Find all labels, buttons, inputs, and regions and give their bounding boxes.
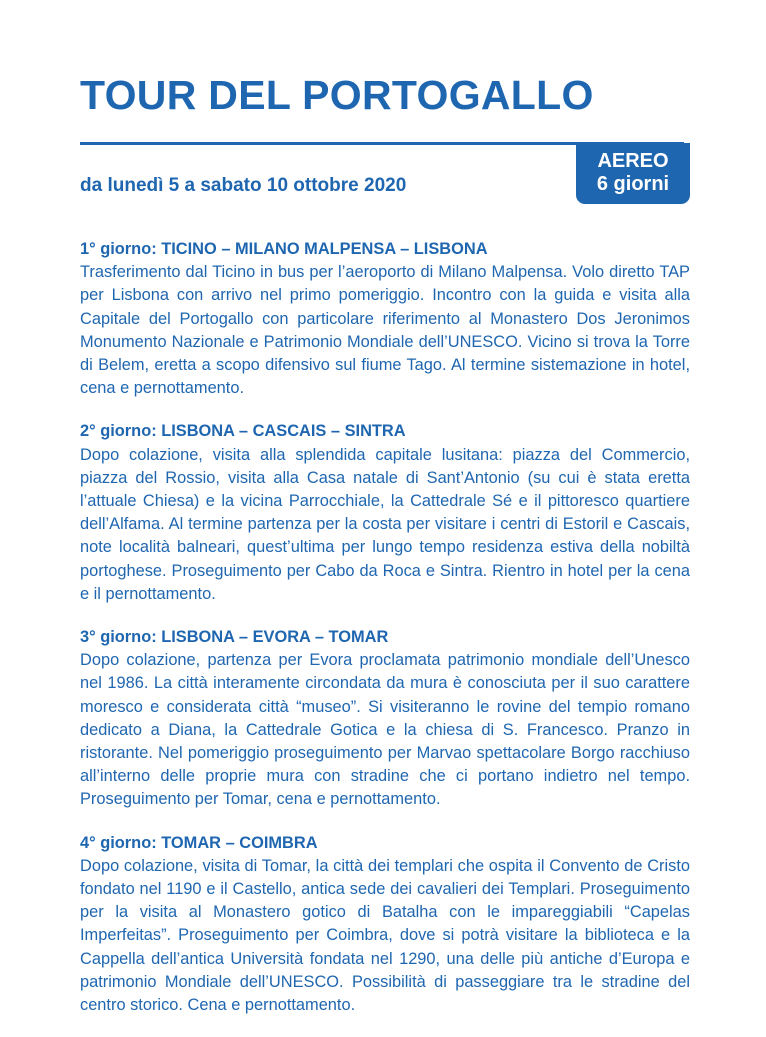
- day-description: Dopo colazione, visita di Tomar, la città dei templari che ospita il Convento de Cristo fondato nel 1190 e il Castello, antica sede dei cavalieri dei Templari. Proseguimento per la visita al Monastero gotico di Batalha con le impareggiabili “Capelas Imperfeitas”. Proseguimento per Coimbra, dove si potrà visitare la biblioteca e la Cappella dell’antica Università fondata nel 1290, una delle più antiche d’Europa e patrimonio Mondiale dell’UNESCO. Possibilità di passeggiare tra le stradine del centro storico. Cena e pernottamento.: [80, 856, 690, 1015]
- day-heading: 4° giorno: TOMAR – COIMBRA: [80, 833, 318, 852]
- day-heading: 2° giorno: LISBONA – CASCAIS – SINTRA: [80, 422, 406, 441]
- day-heading: 1° giorno: TICINO – MILANO MALPENSA – LISBONA: [80, 240, 488, 258]
- travel-badge: [576, 143, 690, 204]
- day-heading: 3° giorno: LISBONA – EVORA – TOMAR: [80, 628, 389, 647]
- day-section-1: [80, 238, 690, 400]
- badge-duration: 6 giorni: [596, 173, 670, 195]
- day-description: Dopo colazione, partenza per Evora proclamata patrimonio mondiale dell’Unesco nel 1986. La città interamente circondata da mura è conosciuta per il suo carattere moresco e considerata città “museo”. Si visiteranno le rovine del tempio romano dedicato a Diana, la Cattedrale Gotica e la chiesa di S. Francesco. Pranzo in ristorante. Nel pomeriggio proseguimento per Marvao spettacolare Borgo racchiuso all’interno delle proprie mura con stradine che ci portano indietro nel tempo. Proseguimento per Tomar, cena e pernottamento.: [80, 651, 690, 809]
- day-description: Trasferimento dal Ticino in bus per l’aeroporto di Milano Malpensa. Volo diretto TAP per Lisbona con arrivo nel primo pomeriggio. Incontro con la guida e visita alla Capitale del Portogallo con particolare riferimento al Monastero Dos Jeronimos Monumento Nazionale e Patrimonio Mondiale dell’UNESCO. Vicino si trova la Torre di Belem, eretta a scopo difensivo sul fiume Tago. Al termine sistemazione in hotel, cena e pernottamento.: [80, 263, 690, 398]
- tour-dates: da lunedì 5 a sabato 10 ottobre 2020: [80, 175, 407, 196]
- itinerary: [80, 238, 690, 1037]
- day-section-2: [80, 420, 690, 606]
- page-title: TOUR DEL PORTOGALLO: [80, 72, 594, 118]
- day-description: Dopo colazione, visita alla splendida capitale lusitana: piazza del Commercio, piazza del Rossio, visita alla Casa natale di Sant’Antonio (su cui è stata eretta l’attuale Chiesa) e la vicina Parrocchiale, la Cattedrale Sé e il pittoresco quartiere dell’Alfama. Al termine partenza per la costa per visitare i centri di Estoril e Cascais, note località balneari, quest’ultima per lungo tempo residenza estiva della nobiltà portoghese. Proseguimento per Cabo da Roca e Sintra. Rientro in hotel per la cena e il pernottamento.: [80, 445, 690, 603]
- badge-transport: AEREO: [597, 150, 669, 172]
- day-section-4: [80, 832, 690, 1018]
- day-section-3: [80, 626, 690, 812]
